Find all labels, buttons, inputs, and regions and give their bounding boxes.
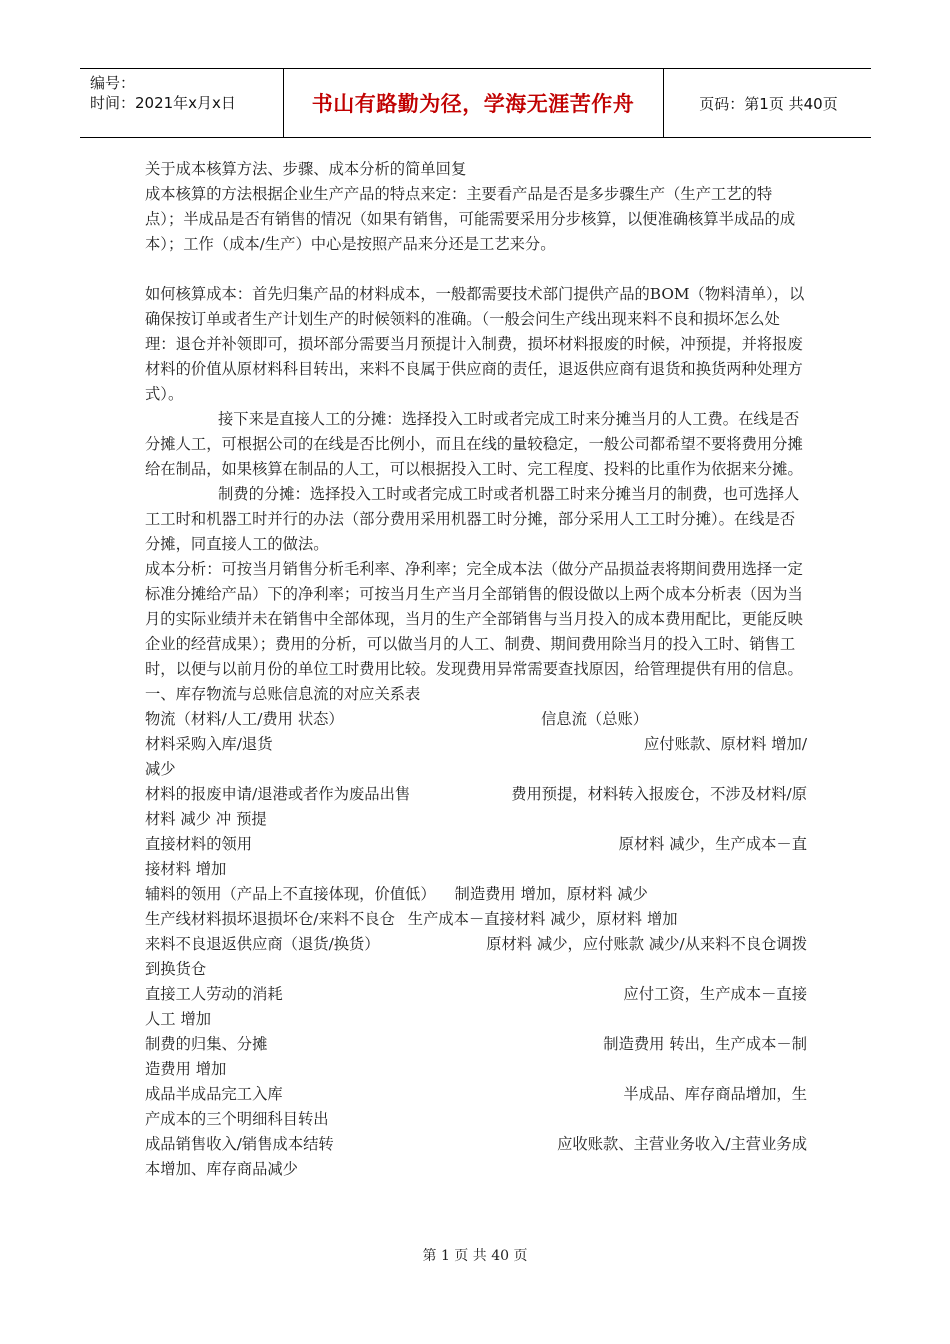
row-right: 原材料 减少，生产成本－直 [618,835,807,853]
page-footer: 第 1 页 共 40 页 [422,1248,528,1264]
row-left: 成品销售收入/销售成本结转 [145,1135,334,1153]
row-right: 应收账款、主营业务收入/主营业务成 [557,1135,807,1153]
row-left: 直接材料的领用 [145,835,253,853]
paragraph: 制费的分摊：选择投入工时或者完成工时或者机器工时来分摊当月的制费，也可选择人工工时和机器工时并行的办法（部分费用采用机器工时分摊，部分采用人工工时分摊）。在线是否分摊，同直接人工的做法。 [145,485,800,553]
row-left: 来料不良退返供应商（退货/换货） [145,935,380,953]
doc-title: 关于成本核算方法、步骤、成本分析的简单回复 [145,160,467,178]
row-left: 制费的归集、分摊 [145,1035,268,1053]
row-left: 直接工人劳动的消耗 [145,985,283,1003]
row-continuation: 人工 增加 [145,1010,212,1028]
paragraph: 成本分析：可按当月销售分析毛利率、净利率；完全成本法（做分产品损益表将期间费用选择一定标准分摊给产品）下的净利率；可按当月生产当月全部销售的假设做以上两个成本分析表（因为当月的实际业绩并未在销售中全部体现，当月的生产全部销售与当月投入的成本费用配比，更能反映企业的经营成果）；费用的分析，可以做当月的人工、制费、期间费用除当月的投入工时、销售工时，以便与以前月份的单位工时费用比较。发现费用异常需要查找原因，给管理提供有用的信息。 [145,560,803,678]
table-row [145,1032,807,1057]
table-row [145,1132,807,1157]
paragraph: 如何核算成本：首先归集产品的材料成本，一般都需要技术部门提供产品的BOM（物料清单），以确保按订单或者生产计划生产的时候领料的准确。（一般会问生产线出现来料不良和损坏怎么处理：退仓并补领即可，损坏部分需要当月预提计入制费，损坏材料报废的时候，冲预提，并将报废材料的价值从原材料科目转出，来料不良属于供应商的责任，退返供应商有退货和换货两种处理方式）。 [145,285,805,403]
row-right: 应付账款、原材料 增加/ [644,735,807,753]
blank-line [145,257,807,282]
row-left: 辅料的领用（产品上不直接体现，价值低） [145,885,436,903]
table-row [145,932,807,957]
table-header-right: 信息流（总账） [541,710,649,728]
row-continuation: 本增加、库存商品减少 [145,1160,298,1178]
row-right: 半成品、库存商品增加，生 [623,1085,807,1103]
number-label: 编号： [90,74,136,92]
header-motto: 书山有路勤为径，学海无涯苦作舟 [311,92,635,116]
row-right: 制造费用 转出，生产成本－制 [603,1035,807,1053]
paragraph: 接下来是直接人工的分摊：选择投入工时或者完成工时来分摊当月的人工费。在线是否分摊人工，可根据公司的在线是否比例小，而且在线的量较稳定，一般公司都希望不要将费用分摊给在制品，如果核算在制品的人工，可以根据投入工时、完工程度、投料的比重作为依据来分摊。 [145,410,803,478]
time-label: 时间：2021年x月x日 [90,94,236,112]
row-left: 材料采购入库/退货 [145,735,273,753]
table-row [145,882,807,907]
row-right: 生产成本－直接材料 减少，原材料 增加 [407,910,678,928]
header-page-info: 页码：第1页 共40页 [699,94,838,113]
header-meta [90,73,236,113]
page-header [80,68,871,138]
table-header-left: 物流（材料/人工/费用 状态） [145,710,344,728]
row-left: 材料的报废申请/退港或者作为废品出售 [145,785,411,803]
table-row [145,982,807,1007]
paragraph: 成本核算的方法根据企业生产产品的特点来定：主要看产品是否是多步骤生产（生产工艺的特点）；半成品是否有销售的情况（如果有销售，可能需要采用分步核算，以便准确核算半成品的成本）；工作（成本/生产）中心是按照产品来分还是工艺来分。 [145,185,796,253]
row-continuation: 材料 减少 冲 预提 [145,810,267,828]
table-row [145,1082,807,1107]
table-row [145,907,807,932]
table-row [145,732,807,757]
table-row [145,832,807,857]
row-right: 原材料 减少，应付账款 减少/从来料不良仓调拨 [486,935,807,953]
document-body [145,157,807,1182]
row-continuation: 到换货仓 [145,960,207,978]
row-continuation: 减少 [145,760,176,778]
row-right: 制造费用 增加，原材料 减少 [454,885,648,903]
row-right: 费用预提，材料转入报废仓，不涉及材料/原 [511,785,807,803]
row-continuation: 接材料 增加 [145,860,227,878]
table-header [145,707,807,732]
row-left: 成品半成品完工入库 [145,1085,283,1103]
row-continuation: 造费用 增加 [145,1060,227,1078]
section-title: 一、库存物流与总账信息流的对应关系表 [145,685,421,703]
table-row [145,782,807,807]
row-continuation: 产成本的三个明细科目转出 [145,1110,329,1128]
row-left: 生产线材料损坏退损坏仓/来料不良仓 [145,910,395,928]
row-right: 应付工资，生产成本－直接 [623,985,807,1003]
header-divider [663,69,664,137]
